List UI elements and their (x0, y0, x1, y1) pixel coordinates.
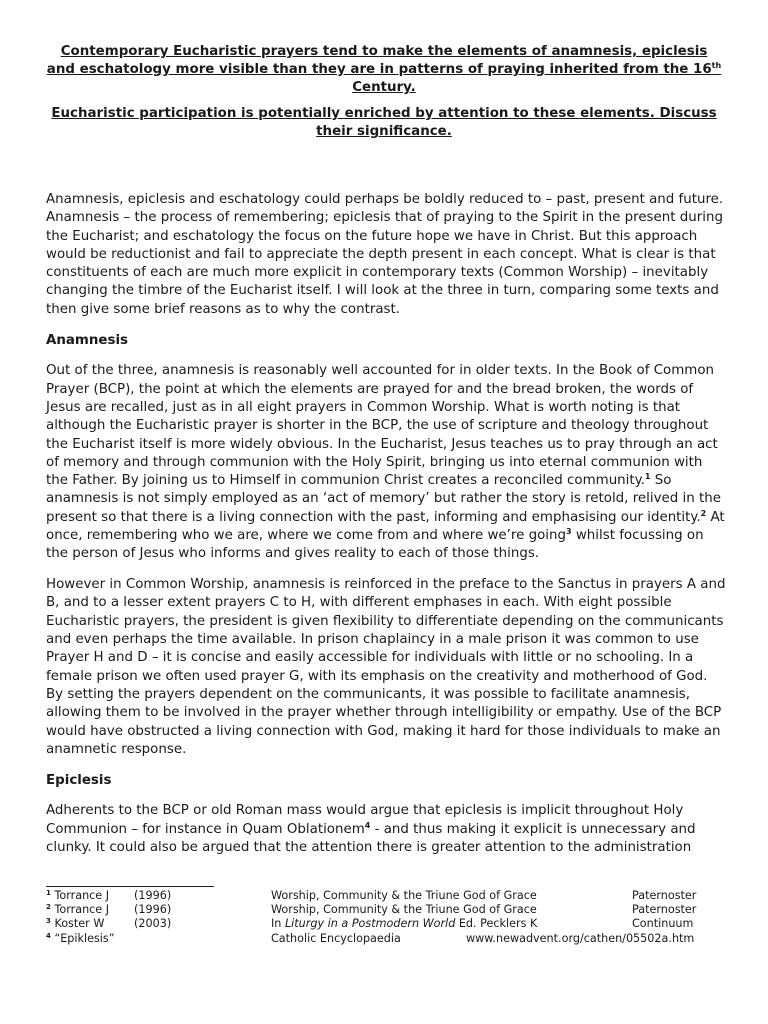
intro-paragraph: Anamnesis, epiclesis and eschatology could perhaps be boldly reduced to – past, present and future. Anamnesis – the process of remembering; epiclesis that of praying to the Spirit in the present during the Eucharist; and eschatology the focus on the future hope we have in Christ. But this approach would be reductionist and fail to appreciate the depth present in each concept. What is clear is that constituents of each are much more explicit in contemporary texts (Common Worship) – inevitably changing the timbre of the Eucharist itself. I will look at the three in turn, comparing some texts and then give some brief reasons as to why the contrast. (46, 192, 724, 317)
section-heading-epiclesis: Epiclesis (46, 772, 112, 788)
essay-instruction: Eucharistic participation is potentially enriched by attention to these elements. Discuss their significance. (51, 106, 717, 139)
footnote-2: $^2$ Torrance J (1996) Worship, Community & the Triune God of Grace Paternoster (46, 903, 697, 917)
footnote-1: $^1$ Torrance J (1996) Worship, Community & the Triune God of Grace Paternoster (46, 889, 697, 902)
ordinal-superscript: th (711, 61, 722, 70)
essay-body (46, 191, 726, 870)
essay-title (46, 43, 722, 141)
footnote-url[interactable]: www.newadvent.org/cathen/05502a.htm (466, 931, 695, 945)
anamnesis-paragraph-1: Out of the three, anamnesis is reasonably well accounted for in older texts. In the Book of Common Prayer (BCP), the point at which the elements are prayed for and the bread broken, the words of Jesus are recalled, just as in all eight prayers in Common Worship. What is worth noting is that although the Eucharistic prayer is shorter in the BCP, the use of scripture and theology throughout the Eucharist itself is more widely obvious. In the Eucharist, Jesus teaches us to pray through an act of memory and through communion with the Holy Spirit, bringing us into eternal communion with the Father. By joining us to Himself in communion Christ creates a reconciled community.$^1$ So anamnesis is not simply employed as an ‘act of memory’ but rather the story is retold, relived in the present so that there is a living connection with the past, informing and emphasising our identity.$^2$ At once, remembering who we are, where we come from and where we’re going$^3$ whilst focussing on the person of Jesus who informs and gives reality to each of those things. (46, 363, 725, 562)
footnote-ref: 4 (364, 820, 371, 830)
epiclesis-paragraph-1: Adherents to the BCP or old Roman mass would argue that epiclesis is implicit throughout Holy Communion – for instance in Quam Oblationem$^4$ - and thus making it explicit is unnecessary and clunky. It could also be argued that the attention there is greater attention to the administration (46, 803, 696, 855)
essay-question: Contemporary Eucharistic prayers tend to make the elements of anamnesis, epiclesis and eschatology more visible than they are in patterns of praying inherited from the 16th Century. (46, 44, 722, 95)
footnotes (46, 889, 726, 946)
footnote-ref: 2 (700, 508, 707, 518)
footnote-ref: 3 (566, 527, 572, 537)
section-heading-anamnesis: Anamnesis (46, 332, 129, 348)
footnote-3: $^3$ Koster W (2003) In Liturgy in a Postmodern World Ed. Pecklers K Continuum (46, 917, 694, 931)
anamnesis-paragraph-2: However in Common Worship, anamnesis is reinforced in the preface to the Sanctus in prayers A and B, and to a lesser extent prayers C to H, with different emphases in each. With eight possible Eucharistic prayers, the president is given flexibility to differentiate depending on the communicants and even perhaps the time available. In prison chaplaincy in a male prison it was common to use Prayer H and D – it is concise and easily accessible for individuals with little or no schooling. In a female prison we often used prayer G, with its emphasis on the creativity and motherhood of God. By setting the prayers dependent on the communicants, it was possible to facilitate anamnesis, allowing them to be involved in the prayer whether through intelligibility or empathy. Use of the BCP would have obstructed a living connection with God, making it hard for those individuals to make an anamnetic response. (46, 577, 726, 757)
footnote-ref: 1 (644, 472, 651, 482)
footnote-4: $^4$ “Epiklesis” Catholic Encyclopaedia www.newadvent.org/cathen/05502a.htm (46, 931, 695, 945)
footnote-separator (46, 886, 214, 887)
